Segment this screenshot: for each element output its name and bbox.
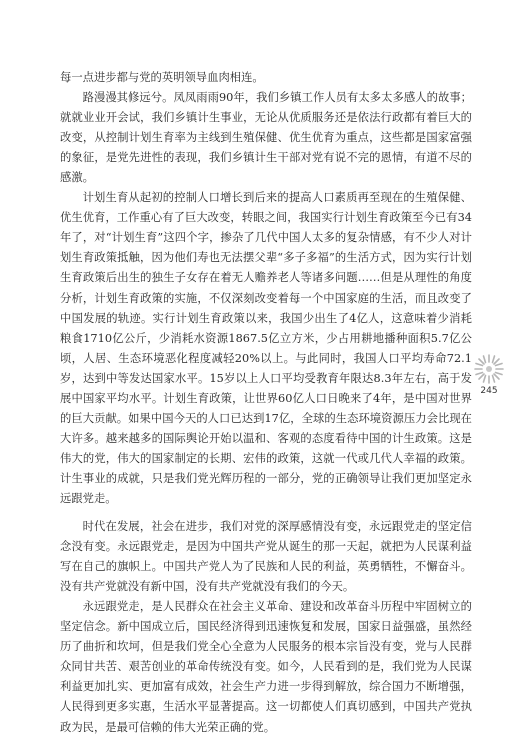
paragraph-5: 永远跟党走，是人民群众在社会主义革命、建设和改革奋斗历程中牢固树立的坚定信念。新中国成立后，国民经济得到迅速恢复和发展，国家日益强盛，虽然经历了曲折和坎坷，但是我们党全心全意为人民服务的根本宗旨没有变，党与人民群众同甘共苦、艰苦创业的革命传统没有变。如今，人民看到的是，我们党为人民谋利益更加扎实、更加富有成效，社会生产力进一步得到解放，综合国力不断增强，人民得到更多实惠，生活水平显著提高。这一切都使人们真切感到，中国共产党执政为民，是最可信赖的伟大光荣正确的党。 <box>60 600 472 734</box>
body-text <box>60 68 472 738</box>
page-number: 245 <box>480 386 498 396</box>
paragraph-3: 计划生育从起初的控制人口增长到后来的提高人口素质再至现在的生殖保健、优生优育，工作重心有了巨大改变，转眼之间，我国实行计划生育政策至今已有34年了，对“计划生育”这四个字，掺杂了几代中国人太多的复杂情感，有不少人对计划生育政策抵触，因为他们寿也无法摆父辈“多子多福”的生活方式，因为实行计划生育政策后出生的独生子女存在着无人赡养老人等诸多问题……但是从理性的角度分析，计划生育政策的实施，不仅深刻改变着每一个中国家庭的生活，而且改变了中国发展的轨迹。实行计划生育政策以来，我国少出生了4亿人，这意味着少消耗粮食1710亿公斤，少消耗水资源1867.5亿立方米，少占用耕地播种面积5.7亿公顷，人居、生态环境恶化程度减轻20%以上。与此同时，我国人口平均寿命72.1岁，达到中等发达国家水平。15岁以上人口平均受教育年限达8.3年左右，高于发展中国家平均水平。计划生育政策，让世界60亿人口日晚来了4年，是中国对世界的巨大贡献。如果中国今天的人口已达到17亿，全球的生态环境资源压力会比现在大许多。越来越多的国际舆论开始以温和、客观的态度看待中国的计生政策。这是伟大的党，伟大的国家制定的长期、宏伟的政策，这就一代或几代人幸福的政策。计生事业的成就，只是我们党光辉历程的一部分，党的正确领导让我们更加坚定永远跟党走。 <box>60 191 472 505</box>
paragraph-1: 每一点进步都与党的英明领导血肉相连。 <box>60 71 264 84</box>
paragraph-2: 路漫漫其修远兮。凤凤雨雨90年，我们乡镇工作人员有太多太多感人的故事；就就业业开会试，我们乡镇计生事业，无论从优质服务还是依法行政都有着巨大的改变，从控制计划生育率为主线到生殖保健、优生优育为重点，这些都是国家富强的象征，是党先进性的表现，我们乡镇计生干部对党有说不完的恩情，有道不尽的感激。 <box>60 91 472 185</box>
page-ornament-icon <box>472 352 506 386</box>
paragraph-4: 时代在发展，社会在进步，我们对党的深厚感情没有变，永远跟党走的坚定信念没有变。永远跟党走，是因为中国共产党从诞生的那一天起，就把为人民谋利益写在自己的旗帜上。中国共产党人为了民族和人民的利益，英勇牺牲，不懈奋斗。没有共产党就没有新中国，没有共产党就没有我们的今天。 <box>60 520 472 594</box>
